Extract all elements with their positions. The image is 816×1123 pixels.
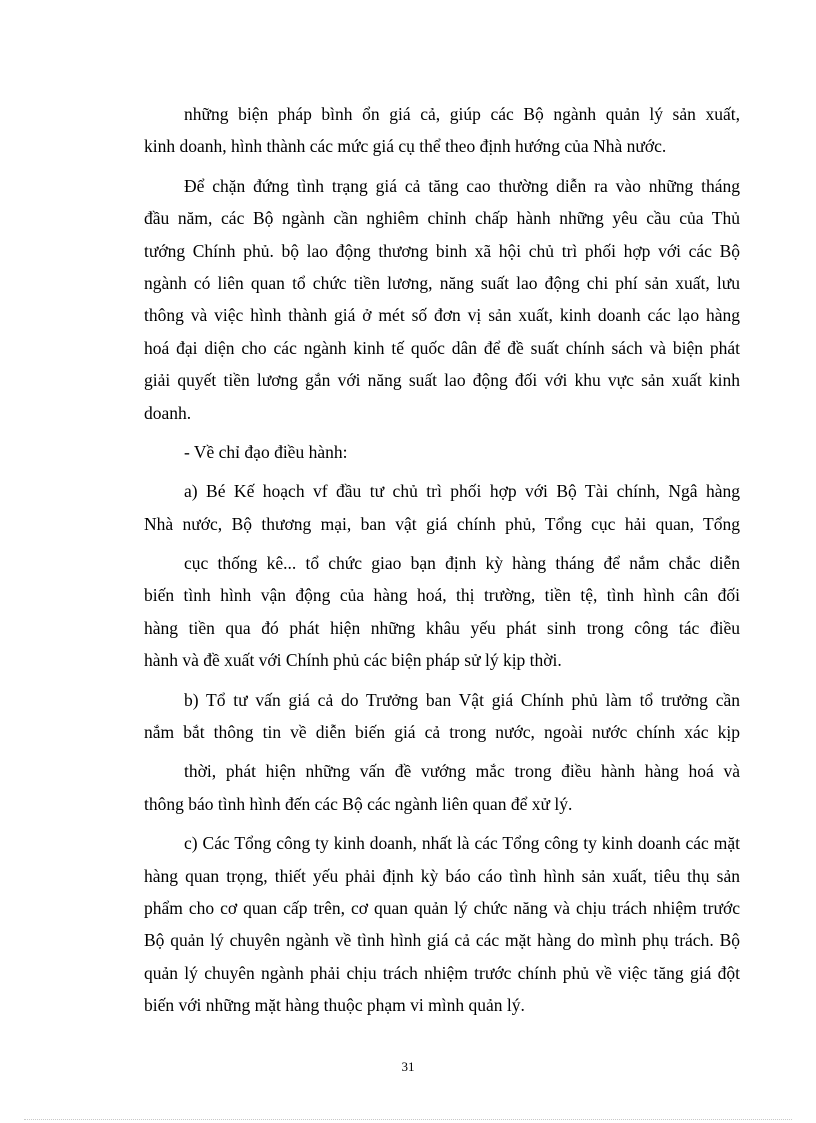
text-line: biến tình hình vận động của hàng hoá, thị trường, tiền tệ, tình hình cân đối: [144, 585, 740, 606]
page-border-divider: [24, 1119, 792, 1120]
text-line: b) Tổ tư vấn giá cả do Trưởng ban Vật giá Chính phủ làm tổ trưởng cần: [184, 689, 740, 710]
text-line: hành và đề xuất với Chính phủ các biện pháp sử lý kịp thời.: [144, 650, 562, 671]
text-line: Để chặn đứng tình trạng giá cả tăng cao thường diễn ra vào những tháng: [184, 175, 740, 196]
text-line: hàng quan trọng, thiết yếu phải định kỳ báo cáo tình hình sản xuất, tiêu thụ sản: [144, 865, 740, 886]
text-line: thời, phát hiện những vấn đề vướng mắc trong điều hành hàng hoá và: [184, 761, 740, 782]
text-line: hàng tiền qua đó phát hiện những khâu yếu phát sinh trong công tác điều: [144, 617, 740, 638]
text-line: doanh.: [144, 402, 192, 423]
text-line: ngành có liên quan tổ chức tiền lương, năng suất lao động chi phí sản xuất, lưu: [144, 272, 740, 293]
text-line: đầu năm, các Bộ ngành cần nghiêm chỉnh chấp hành những yêu cầu của Thủ: [144, 208, 740, 229]
text-line: tướng Chính phủ. bộ lao động thương binh xã hội chủ trì phối hợp với các Bộ: [144, 240, 740, 261]
text-line: giải quyết tiền lương gắn với năng suất lao động đối với khu vực sản xuất kinh: [144, 370, 740, 391]
text-line: phẩm cho cơ quan cấp trên, cơ quan quản lý chức năng và chịu trách nhiệm trước: [144, 897, 740, 918]
text-line: hoá đại diện cho các ngành kinh tế quốc dân để đề suất chính sách và biện phát: [144, 337, 740, 358]
text-line: những biện pháp bình ổn giá cả, giúp các Bộ ngành quản lý sản xuất,: [184, 104, 740, 124]
text-line: a) Bé Kế hoạch vf đầu tư chủ trì phối hợp với Bộ Tài chính, Ngâ hàng: [184, 481, 740, 502]
text-line: cục thống kê... tổ chức giao bạn định kỳ hàng tháng để nắm chắc diễn: [184, 553, 740, 574]
text-line: biến với những mặt hàng thuộc phạm vi mình quản lý.: [144, 995, 525, 1016]
page-number: 31: [401, 1059, 415, 1074]
text-line: thông và việc hình thành giá ở mét số đơn vị sản xuất, kinh doanh các lạo hàng: [144, 305, 740, 326]
text-line: thông báo tình hình đến các Bộ các ngành liên quan để xử lý.: [144, 793, 573, 814]
text-line: quản lý chuyên ngành phải chịu trách nhiệm trước chính phủ về việc tăng giá đột: [144, 962, 740, 983]
text-line: nắm bắt thông tin về diễn biến giá cả trong nước, ngoài nước chính xác kịp: [144, 722, 740, 743]
section-heading: - Về chỉ đạo điều hành:: [184, 441, 348, 462]
text-line: kinh doanh, hình thành các mức giá cụ thể theo định hướng của Nhà nước.: [144, 136, 667, 157]
text-line: c) Các Tổng công ty kinh doanh, nhất là các Tổng công ty kinh doanh các mặt: [184, 833, 740, 854]
text-line: Nhà nước, Bộ thương mại, ban vật giá chính phủ, Tổng cục hải quan, Tổng: [144, 513, 740, 534]
body-text: [144, 98, 740, 1022]
text-line: Bộ quản lý chuyên ngành về tình hình giá cả các mặt hàng do mình phụ trách. Bộ: [144, 930, 740, 951]
